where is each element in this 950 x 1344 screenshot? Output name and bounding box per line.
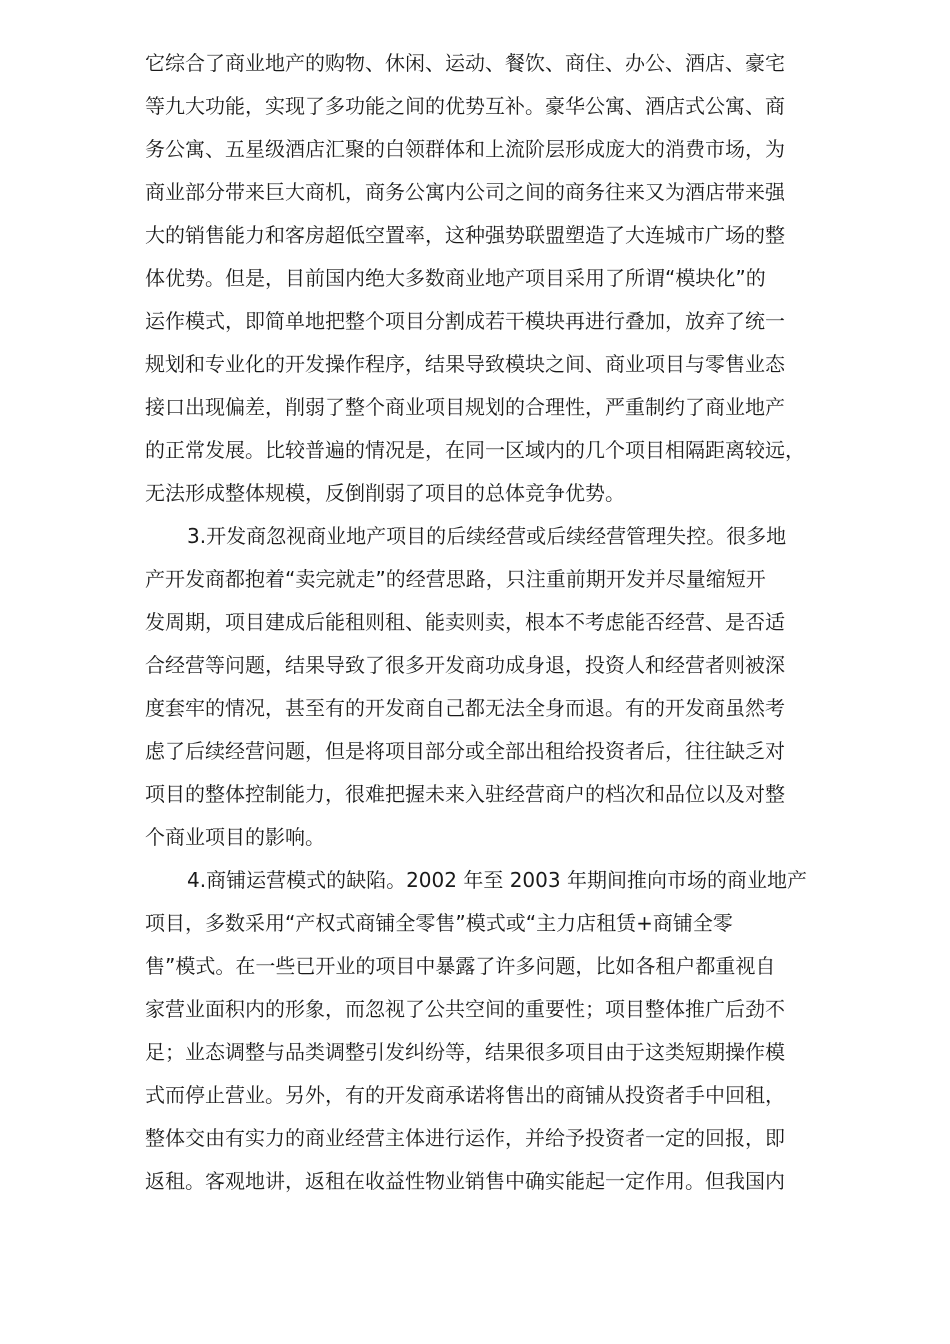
text-line: 3.开发商忽视商业地产项目的后续经营或后续经营管理失控。很多地	[187, 524, 787, 548]
text-line: 务公寓、五星级酒店汇聚的白领群体和上流阶层形成庞大的消费市场，为	[145, 137, 785, 161]
text-line: 虑了后续经营问题，但是将项目部分或全部出租给投资者后，往往缺乏对	[145, 739, 785, 763]
text-line: 产开发商都抱着“卖完就走”的经营思路，只注重前期开发并尽量缩短开	[145, 567, 766, 591]
text-line: 合经营等问题，结果导致了很多开发商功成身退，投资人和经营者则被深	[145, 653, 785, 677]
text-line: 它综合了商业地产的购物、休闲、运动、餐饮、商住、办公、酒店、豪宅	[145, 51, 785, 75]
text-line: 度套牢的情况，甚至有的开发商自己都无法全身而退。有的开发商虽然考	[145, 696, 785, 720]
text-line: 项目的整体控制能力，很难把握未来入驻经营商户的档次和品位以及对整	[145, 782, 785, 806]
text-line: 返租。客观地讲，返租在收益性物业销售中确实能起一定作用。但我国内	[145, 1169, 785, 1193]
text-line: 售”模式。在一些已开业的项目中暴露了许多问题，比如各租户都重视自	[145, 954, 776, 978]
text-line: 等九大功能，实现了多功能之间的优势互补。豪华公寓、酒店式公寓、商	[145, 94, 785, 118]
paragraph-2	[145, 515, 875, 859]
text-line: 发周期，项目建成后能租则租、能卖则卖，根本不考虑能否经营、是否适	[145, 610, 785, 634]
text-line: 家营业面积内的形象，而忽视了公共空间的重要性；项目整体推广后劲不	[145, 997, 785, 1021]
text-line: 足；业态调整与品类调整引发纠纷等，结果很多项目由于这类短期操作模	[145, 1040, 785, 1064]
text-line: 规划和专业化的开发操作程序，结果导致模块之间、商业项目与零售业态	[145, 352, 785, 376]
text-line: 无法形成整体规模，反倒削弱了项目的总体竞争优势。	[145, 481, 625, 505]
text-line: 大的销售能力和客房超低空置率，这种强势联盟塑造了大连城市广场的整	[145, 223, 785, 247]
text-line: 接口出现偏差，削弱了整个商业项目规划的合理性，严重制约了商业地产	[145, 395, 785, 419]
text-line: 个商业项目的影响。	[145, 825, 325, 849]
text-line: 项目，多数采用“产权式商铺全零售”模式或“主力店租赁+商铺全零	[145, 911, 733, 935]
text-line: 4.商铺运营模式的缺陷。2002 年至 2003 年期间推向市场的商业地产	[187, 868, 807, 892]
text-line: 商业部分带来巨大商机，商务公寓内公司之间的商务往来又为酒店带来强	[145, 180, 785, 204]
text-line: 的正常发展。比较普遍的情况是，在同一区域内的几个项目相隔距离较远，	[145, 438, 805, 462]
document-page	[145, 42, 875, 1203]
text-line: 整体交由有实力的商业经营主体进行运作，并给予投资者一定的回报，即	[145, 1126, 785, 1150]
text-line: 运作模式，即简单地把整个项目分割成若干模块再进行叠加，放弃了统一	[145, 309, 785, 333]
text-line: 式而停止营业。另外，有的开发商承诺将售出的商铺从投资者手中回租，	[145, 1083, 785, 1107]
paragraph-1	[145, 42, 875, 515]
text-line: 体优势。但是，目前国内绝大多数商业地产项目采用了所谓“模块化”的	[145, 266, 766, 290]
paragraph-3	[145, 859, 875, 1203]
